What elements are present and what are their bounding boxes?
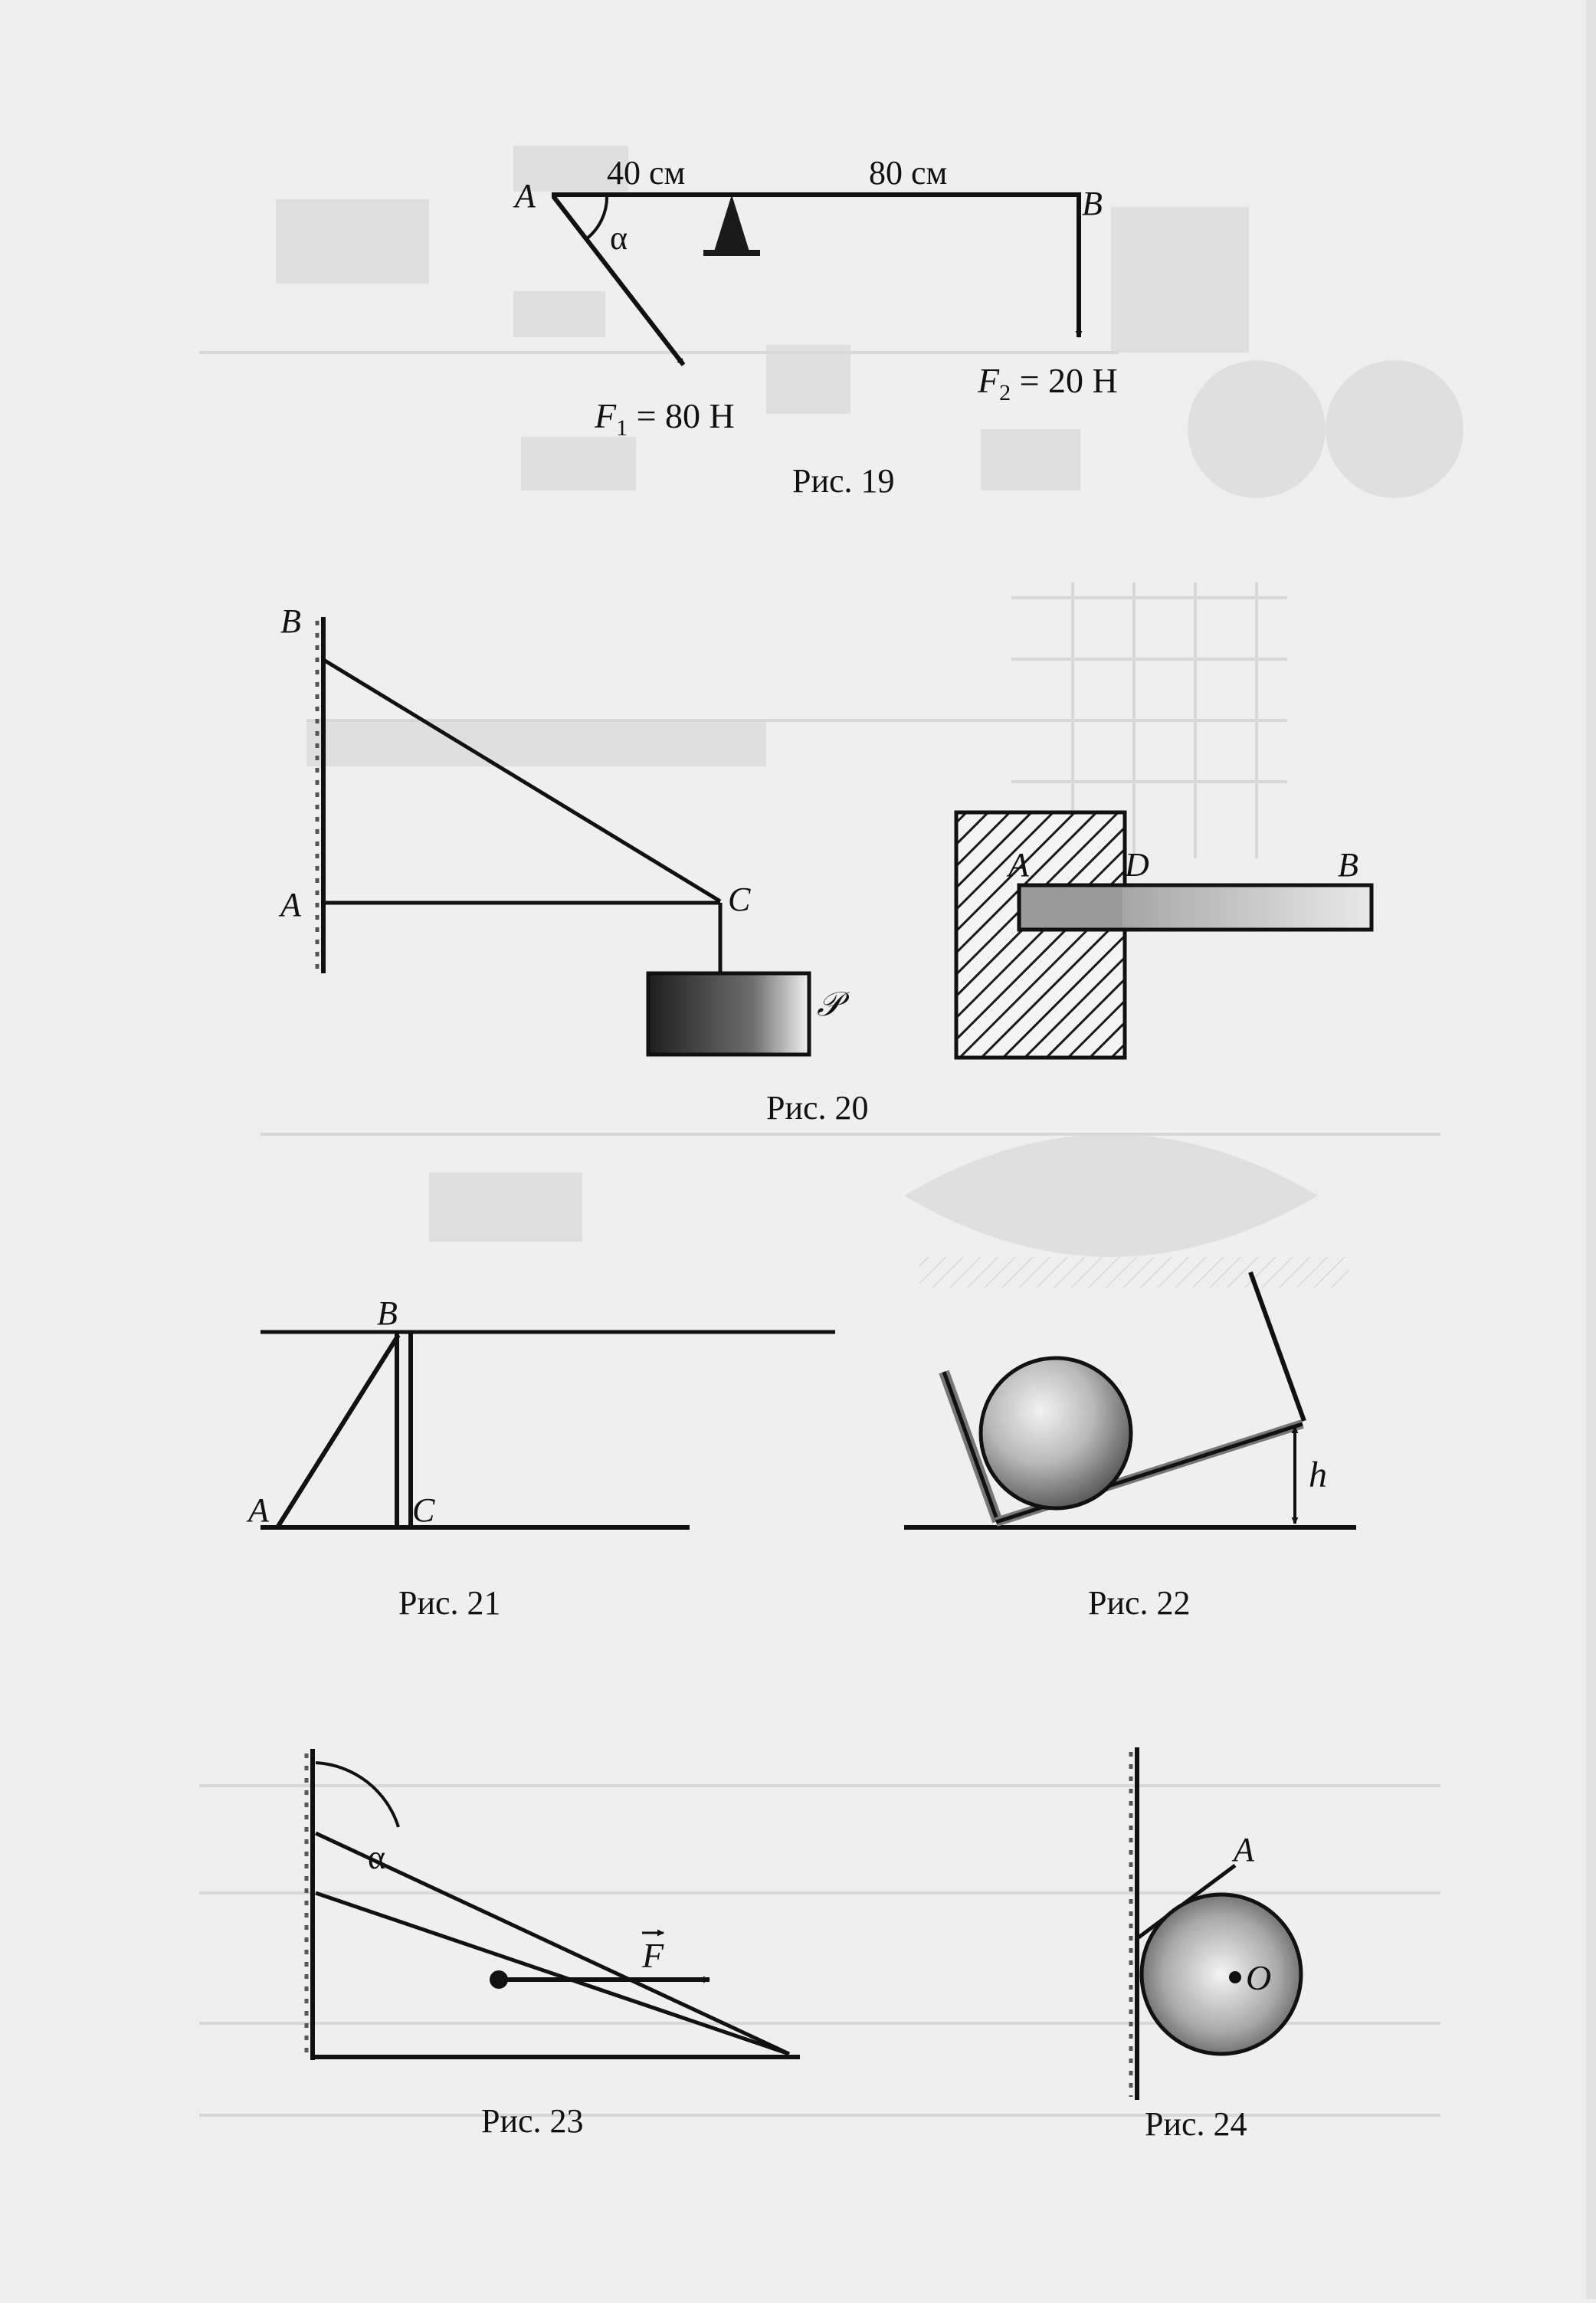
point-b-label: B bbox=[1338, 846, 1358, 884]
point-a-label: A bbox=[248, 1491, 269, 1529]
hatched-wall bbox=[956, 812, 1125, 1058]
force-f-label: F bbox=[642, 1936, 664, 1975]
f1-symbol: F bbox=[595, 396, 617, 435]
fulcrum-base bbox=[703, 250, 760, 256]
rod-upper bbox=[316, 1833, 789, 2054]
point-d-label: D bbox=[1125, 846, 1149, 884]
f1-subscript: 1 bbox=[616, 415, 628, 441]
ball bbox=[1142, 1895, 1301, 2054]
center-o-label: O bbox=[1246, 1958, 1272, 1997]
figure-wall-plank bbox=[956, 812, 1372, 1058]
point-c-label: C bbox=[412, 1491, 435, 1529]
angle-alpha-arc bbox=[586, 195, 607, 239]
force-f1-label bbox=[594, 396, 735, 441]
point-a-label: A bbox=[1008, 846, 1029, 884]
point-a-label: A bbox=[515, 177, 536, 215]
height-h-label: h bbox=[1309, 1455, 1327, 1495]
page-edge bbox=[1586, 0, 1596, 2299]
point-b-label: B bbox=[280, 602, 301, 640]
load-box bbox=[648, 973, 809, 1055]
angle-alpha-label: α bbox=[368, 1839, 386, 1876]
bleed-through-background bbox=[199, 146, 1463, 2115]
figure-24-caption: Рис. 24 bbox=[1145, 2105, 1247, 2143]
center-o-dot bbox=[1229, 1971, 1241, 1983]
angle-alpha-label: α bbox=[610, 219, 628, 257]
rod-lower bbox=[316, 1893, 789, 2054]
figure-21-caption: Рис. 21 bbox=[398, 1584, 501, 1622]
point-b-label: B bbox=[1082, 185, 1103, 222]
f2-symbol: F bbox=[978, 361, 1000, 400]
f2-subscript: 2 bbox=[999, 380, 1011, 405]
figure-19-caption: Рис. 19 bbox=[792, 462, 895, 500]
strut-ab bbox=[277, 1335, 398, 1527]
figure-20-caption: Рис. 20 bbox=[766, 1089, 869, 1127]
ball bbox=[981, 1358, 1131, 1508]
f2-value: = 20 Н bbox=[1011, 361, 1118, 400]
load-p-label: 𝒫 bbox=[817, 986, 841, 1023]
point-c-label: C bbox=[728, 881, 751, 918]
figure-22 bbox=[904, 1272, 1356, 1622]
distance-left-label: 40 см bbox=[607, 154, 686, 192]
figure-22-caption: Рис. 22 bbox=[1088, 1584, 1191, 1622]
figure-23-caption: Рис. 23 bbox=[481, 2102, 584, 2140]
f1-value: = 80 Н bbox=[628, 396, 735, 435]
figure-20 bbox=[278, 602, 869, 1127]
plank-embedded-fill bbox=[1021, 887, 1122, 927]
figure-21 bbox=[246, 1294, 835, 1622]
angle-alpha-arc bbox=[316, 1763, 398, 1827]
ring-point bbox=[490, 1970, 508, 1989]
figure-24 bbox=[1131, 1747, 1301, 2143]
distance-right-label: 80 см bbox=[869, 154, 948, 192]
board-end-post bbox=[1250, 1272, 1304, 1421]
point-b-label: B bbox=[377, 1294, 398, 1332]
figure-23 bbox=[306, 1749, 800, 2140]
rope-bc bbox=[325, 661, 720, 901]
point-a-label: A bbox=[1234, 1831, 1254, 1868]
force-f2-label bbox=[977, 361, 1118, 405]
point-a-label: A bbox=[280, 886, 301, 923]
fulcrum-triangle bbox=[714, 195, 749, 251]
